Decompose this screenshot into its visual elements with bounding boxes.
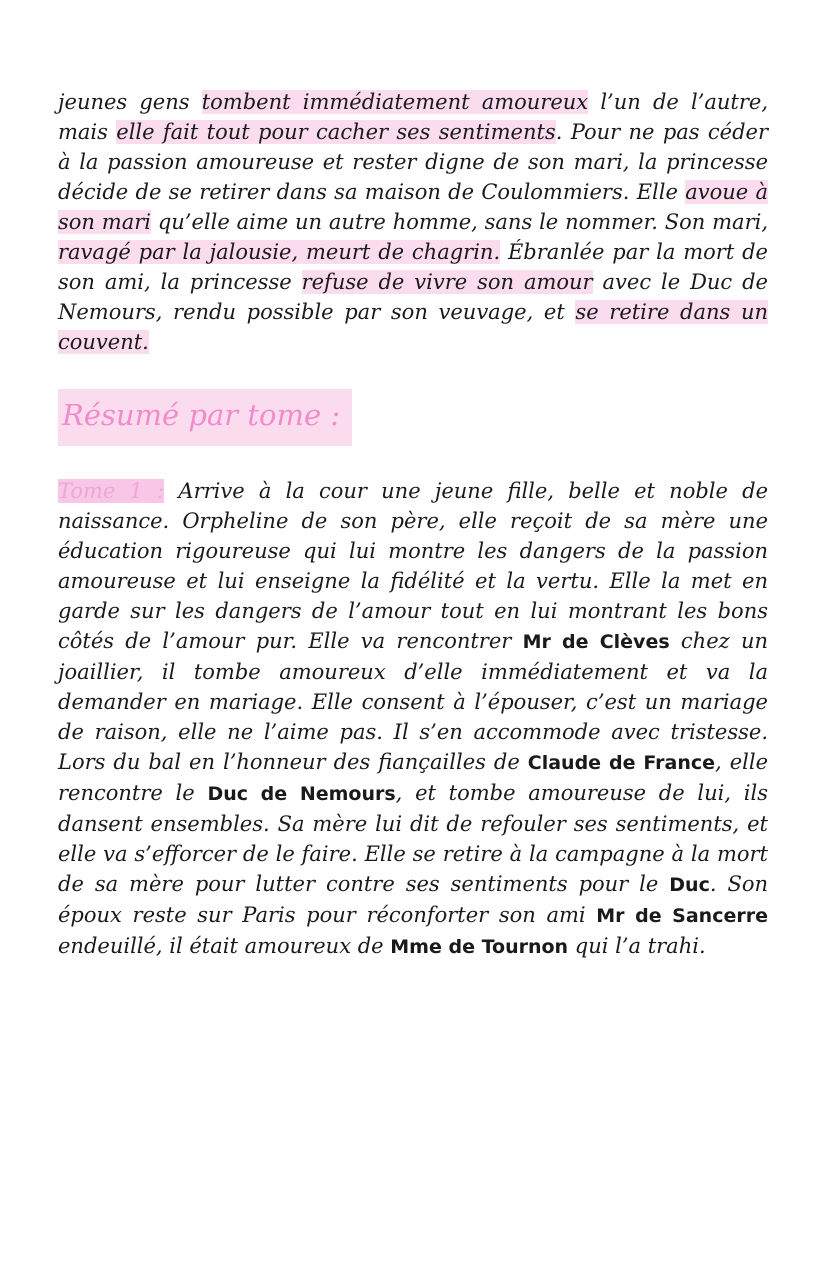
intro-text: Ébranlée par la mort de son ami, la princesse xyxy=(58,240,768,294)
character-name: Duc de Nemours xyxy=(207,783,396,805)
character-name: Mme de Tournon xyxy=(390,936,569,958)
highlight: avoue à son mari xyxy=(58,180,768,234)
tome1-text: , elle rencontre le xyxy=(58,750,769,805)
intro-text: . Pour ne pas céder à la passion amoureuse et rester digne de son mari, la princesse décide de se retirer dans sa maison de Coulommiers. Elle xyxy=(58,120,768,204)
intro-text: jeunes gens xyxy=(58,90,202,114)
highlight: tombent immédiatement amoureux xyxy=(201,90,589,114)
tome1-text: , et tombe amoureuse de lui, ils dansent ensembles. Sa mère lui dit de refouler ses sentiments, et elle va s’efforcer de le faire. Elle se retire à la campagne à la mort de sa mère pour lutter contre ses sentiments pour le xyxy=(58,781,768,896)
character-name: Mr de Clèves xyxy=(522,631,670,653)
character-name: Mr de Sancerre xyxy=(596,905,768,927)
tome1-text: chez un joaillier, il tombe amoureux d’elle immédiatement et va la demander en mariage. Elle consent à l’épouser, c’est un mariage de raison, elle ne l’aime pas. Il s’en accommode avec tristesse. Lors du bal en l’honneur des fiançailles de xyxy=(58,629,768,774)
tome1-text: . Son époux reste sur Paris pour réconforter son ami xyxy=(58,872,769,927)
highlight: ravagé par la jalousie, meurt de chagrin. xyxy=(58,240,501,264)
intro-text: l’un de l’autre, mais xyxy=(58,90,769,144)
tome-label: Tome 1 : xyxy=(58,479,165,503)
tome1-text: qui l’a trahi. xyxy=(568,934,706,958)
tome1-text: endeuillé, il était amoureux de xyxy=(58,934,391,958)
highlight: refuse de vivre son amour xyxy=(301,270,593,294)
tome1-text: Arrive à la cour une jeune fille, belle et noble de naissance. Orpheline de son père, elle reçoit de sa mère une éducation rigoureuse qui lui montre les dangers de la passion amoureuse et lui enseigne la fidélité et la vertu. Elle la met en garde sur les dangers de l’amour tout en lui montrant les bons côtés de l’amour pur. Elle va rencontrer xyxy=(58,479,769,653)
highlight: se retire dans un couvent. xyxy=(58,300,768,354)
section-heading: Résumé par tome : xyxy=(62,398,341,432)
intro-text: qu’elle aime un autre homme, sans le nommer. Son mari, xyxy=(150,210,768,234)
intro-paragraph xyxy=(58,87,768,357)
highlight: elle fait tout pour cacher ses sentiments xyxy=(116,120,556,144)
tome1-paragraph xyxy=(58,476,768,962)
intro-text: avec le Duc de Nemours, rendu possible par son veuvage, et xyxy=(58,270,768,324)
character-name: Claude de France xyxy=(527,752,716,774)
character-name: Duc xyxy=(669,874,710,896)
